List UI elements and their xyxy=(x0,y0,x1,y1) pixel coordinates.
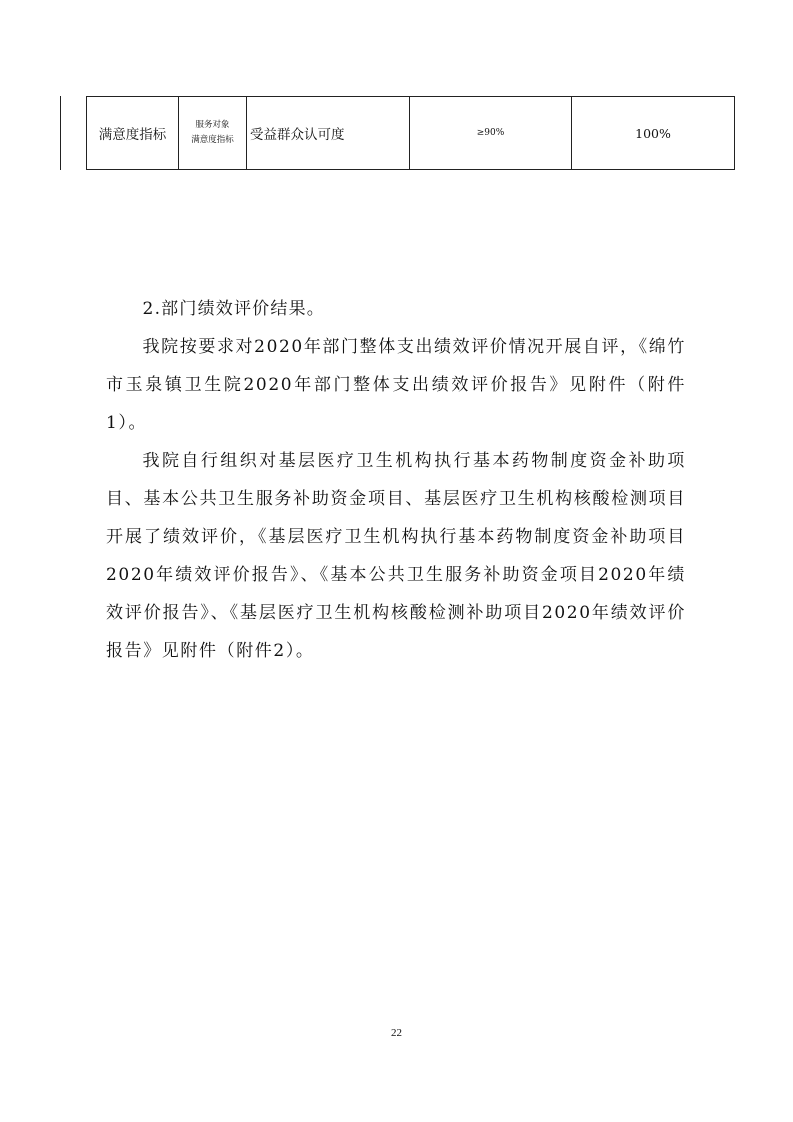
level3-indicator-cell: 受益群众认可度 xyxy=(247,97,410,170)
page-number: 22 xyxy=(391,1027,402,1039)
performance-indicator-table xyxy=(86,96,735,170)
table-row xyxy=(87,97,735,170)
actual-value-cell: 100% xyxy=(572,97,735,170)
level2-indicator-line1: 服务对象 xyxy=(195,120,230,130)
level1-indicator-cell: 满意度指标 xyxy=(87,97,179,170)
left-margin-rule xyxy=(60,96,61,170)
section-heading: 2.部门绩效评价结果。 xyxy=(142,299,325,319)
body-text xyxy=(106,290,686,670)
level2-indicator-cell xyxy=(179,97,247,170)
level2-indicator-line2: 满意度指标 xyxy=(191,135,234,145)
paragraph-project-evaluation: 我院自行组织对基层医疗卫生机构执行基本药物制度资金补助项目、基本公共卫生服务补助资金项目、基层医疗卫生机构核酸检测项目开展了绩效评价，《基层医疗卫生机构执行基本药物制度资金补助项目2020年绩效评价报告》、《基本公共卫生服务补助资金项目2020年绩效评价报告》、《基层医疗卫生机构核酸检测补助项目2020年绩效评价报告》见附件（附件2）。 xyxy=(106,451,686,661)
paragraph-department-evaluation: 我院按要求对2020年部门整体支出绩效评价情况开展自评，《绵竹市玉泉镇卫生院2020年部门整体支出绩效评价报告》见附件（附件1）。 xyxy=(106,337,686,433)
target-value-cell: ≥90% xyxy=(410,97,572,170)
